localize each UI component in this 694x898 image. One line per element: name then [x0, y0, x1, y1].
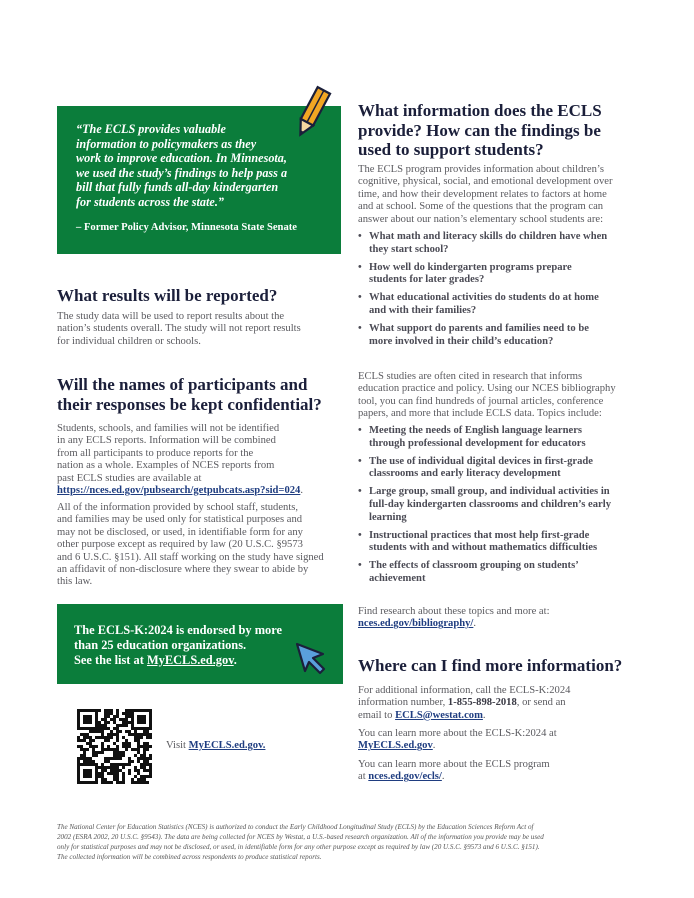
more-p3-text: You can learn more about the ECLS program at — [358, 759, 550, 783]
endorse-label: The ECLS-K:2024 is endorsed by more than 25 education organizations. See the list at — [74, 623, 283, 667]
email-link[interactable]: ECLS@westat.com — [395, 709, 483, 721]
visit-link[interactable]: MyECLS.ed.gov. — [188, 740, 266, 751]
footer-disclaimer: The National Center for Education Statistics (NCES) is authorized to conduct the Early Childhood Longitudinal Study (ECLS) by the Education Sciences Reform Act of 2002 (ESRA 2002, 20 U.S.C. §9543). The data are being collected for NCES by Westat, a U.S.-based research organization. All of the information you provide may be used only for statistical purposes and may not be disclosed, or used, in identifiable form for any other purpose except as required by law (20 U.S.C. §9573 and 6 U.S.C. §151). The collected information will be combined across respondents to produce statistical reports. — [57, 823, 544, 861]
list-item: • The effects of classroom grouping on students’ achievement — [358, 560, 648, 585]
phone-number: 1-855-898-2018 — [447, 697, 517, 709]
more-heading: Where can I find more information? — [358, 656, 623, 675]
myecls-link-2[interactable]: MyECLS.ed.gov — [358, 740, 433, 752]
qr-visit — [166, 740, 265, 752]
list-item: • Large group, small group, and individual activities in full-day kindergarten classrooms and children’s early learning — [358, 486, 648, 524]
confidential-p1: Students, schools, and families will not be identified in any ECLS reports. Information will be combined from all participants to produce reports for the nation as a whole. Examples of NCES reports from past ECLS studies are available at https://nces.ed.gov/pubsearch/getpubcats.asp?sid=024. — [57, 423, 304, 497]
more-p1-a: For additional information, call the ECLS-K:2024 information number, — [358, 685, 571, 709]
endorse-box — [57, 604, 343, 684]
list-item: • The use of individual digital devices in first-grade classrooms and early literacy development — [358, 456, 648, 481]
more-p2-text: You can learn more about the ECLS-K:2024 at — [358, 728, 557, 739]
more-p1-b: , or send an email to — [358, 697, 566, 721]
qr-code[interactable] — [77, 709, 152, 784]
cursor-arrow-icon — [293, 640, 329, 676]
quote-text: “The ECLS provides valuable information to policymakers as they work to improve education. In Minnesota, we used the study’s findings to help pass a bill that fully funds all-day kindergarten for students across the state.” — [76, 122, 288, 209]
pencil-icon — [288, 84, 338, 142]
list-item: • How well do kindergarten programs prepare students for later grades? — [358, 262, 648, 287]
list-item: • What support do parents and families need to be more involved in their child’s education? — [358, 323, 648, 348]
results-body: The study data will be used to report results about the nation’s students overall. The study will not report results for individual children or schools. — [57, 311, 301, 347]
info-heading: What information does the ECLS provide? How can the findings be used to support students? — [358, 101, 602, 159]
list-item: • Instructional practices that most help first-grade students with and without mathematics difficulties — [358, 530, 648, 555]
research-intro: ECLS studies are often cited in research that informs education practice and policy. Using our NCES bibliography tool, you can find hundreds of journal articles, conference papers, and more that include ECLS data. Topics include: — [358, 371, 616, 420]
find-text: Find research about these topics and more at: — [358, 606, 550, 617]
myecls-link[interactable]: MyECLS.ed.gov — [146, 653, 234, 667]
list-item: • What educational activities do students do at home and with their families? — [358, 292, 648, 317]
confidential-heading: Will the names of participants and their responses be kept confidential? — [57, 375, 322, 414]
info-intro: The ECLS program provides information about children’s cognitive, physical, social, and emotional development over time, and how their development relates to factors at home and at school. Some of the questions that the program can answer about our nation’s elementary school students are: — [358, 164, 613, 225]
find-research: Find research about these topics and more at: nces.ed.gov/bibliography/. — [358, 606, 550, 630]
ecls-link[interactable]: nces.ed.gov/ecls/ — [368, 771, 442, 783]
confidential-p2: All of the information provided by school staff, students, and families may be used only for statistical purposes and may not be disclosed, or used, in identifiable form for any other purpose except as required by law (20 U.S.C. §9573 and 6 U.S.C. §151). All staff working on the study have signed an affidavit of non-disclosure where they swear to abide by this law. — [57, 502, 324, 588]
confidential-p1-text: Students, schools, and families will not be identified in any ECLS reports. Information will be combined from all participants to produce reports for the nation as a whole. Examples of NCES reports from past ECLS studies are available at — [57, 423, 280, 484]
results-heading: What results will be reported? — [57, 286, 278, 305]
endorse-text: The ECLS-K:2024 is endorsed by more than 25 education organizations. See the list at MyECLS.ed.gov. — [74, 623, 283, 667]
quote-attribution: – Former Policy Advisor, Minnesota State Senate — [76, 222, 297, 233]
more-p2: You can learn more about the ECLS-K:2024 at MyECLS.ed.gov. — [358, 728, 557, 752]
more-p1: For additional information, call the ECLS-K:2024 information number, 1-855-898-2018, or send an email to ECLS@westat.com. — [358, 685, 571, 721]
list-item: • Meeting the needs of English language learners through professional development for educators — [358, 425, 648, 450]
pubcats-link[interactable]: https://nces.ed.gov/pubsearch/getpubcats.asp?sid=024 — [57, 485, 301, 497]
visit-label: Visit — [166, 740, 189, 751]
more-p3: You can learn more about the ECLS program at nces.ed.gov/ecls/. — [358, 759, 550, 783]
questions-list — [358, 231, 648, 354]
bibliography-link[interactable]: nces.ed.gov/bibliography/ — [358, 618, 474, 630]
list-item: • What math and literacy skills do children have when they start school? — [358, 231, 648, 256]
topics-list — [358, 425, 648, 591]
